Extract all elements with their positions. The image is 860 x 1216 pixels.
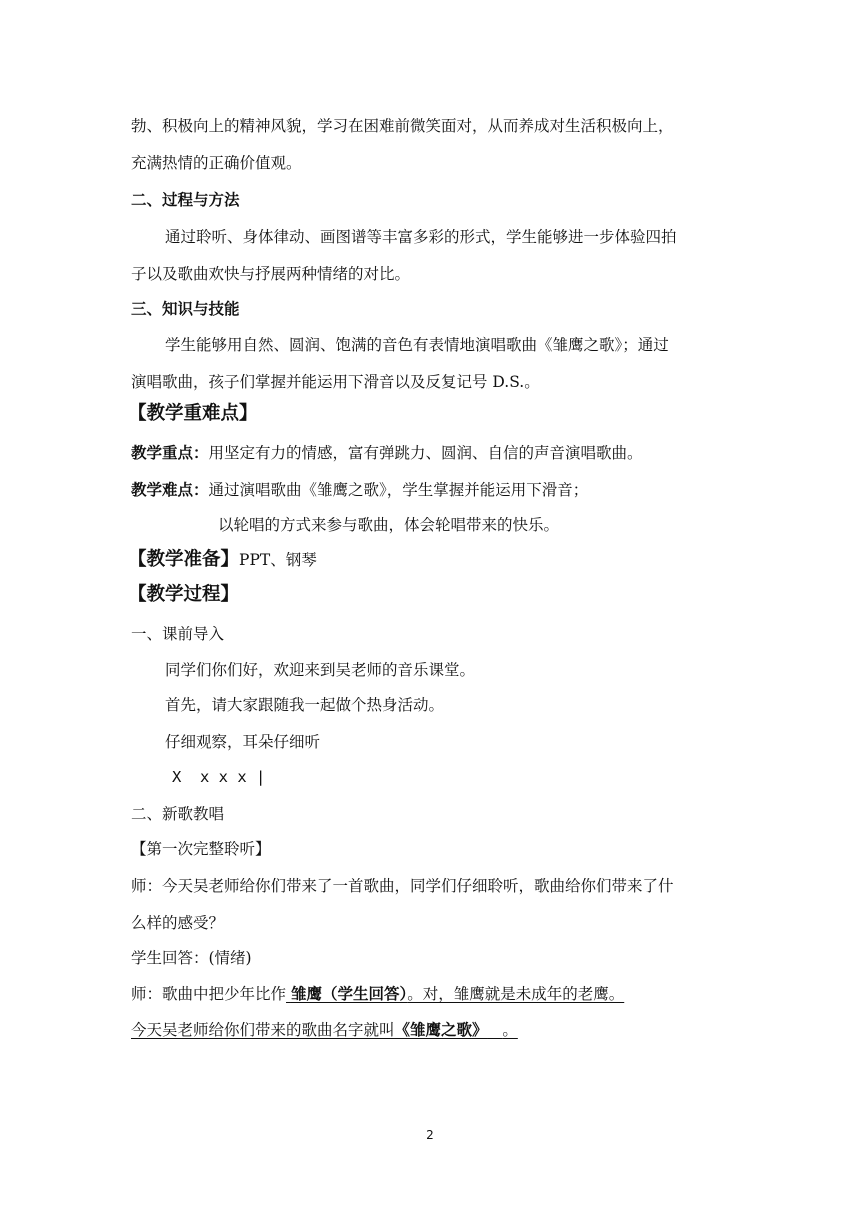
- difficulty-text-2: 以轮唱的方式来参与歌曲，体会轮唱带来的快乐。: [218, 516, 560, 534]
- subsection-subtitle: 【第一次完整聆听】: [131, 840, 271, 858]
- difficulty-line: [131, 480, 588, 500]
- preparation-heading: 【教学准备】: [128, 549, 240, 570]
- underlined-answer: [286, 985, 624, 1003]
- focus-line: [131, 443, 643, 463]
- body-text: 同学们你们好，欢迎来到吴老师的音乐课堂。: [165, 661, 476, 679]
- difficulty-text: 通过演唱歌曲《雏鹰之歌》，学生掌握并能运用下滑音；: [208, 481, 589, 499]
- body-text: 演唱歌曲，孩子们掌握并能运用下滑音以及反复记号 D.S.。: [131, 373, 540, 391]
- teacher-line: [131, 984, 624, 1004]
- key-points-heading: 【教学重难点】: [128, 403, 258, 424]
- focus-label: 教学重点：: [131, 444, 209, 462]
- answer-bold: 雏鹰（学生回答）: [290, 985, 408, 1003]
- section-heading-process: 二、过程与方法: [131, 191, 240, 209]
- teacher-text: 师：歌曲中把少年比作: [131, 985, 287, 1003]
- process-heading: 【教学过程】: [128, 584, 240, 605]
- body-text: 通过聆听、身体律动、画图谱等丰富多彩的形式，学生能够进一步体验四拍: [165, 228, 677, 246]
- song-title: 《雏鹰之歌》: [394, 1021, 488, 1039]
- section-heading-knowledge: 三、知识与技能: [131, 300, 240, 318]
- song-prefix: 今天吴老师给你们带来的歌曲名字就叫: [131, 1021, 395, 1039]
- focus-text: 用坚定有力的情感，富有弹跳力、圆润、自信的声音演唱歌曲。: [208, 444, 643, 462]
- body-text: 首先，请大家跟随我一起做个热身活动。: [165, 696, 445, 714]
- body-text: 学生回答：(情绪): [131, 949, 252, 967]
- body-text: 么样的感受？: [131, 914, 225, 932]
- subsection-title: 一、课前导入: [131, 625, 225, 643]
- preparation-text: PPT、钢琴: [239, 551, 317, 569]
- difficulty-label: 教学难点：: [131, 481, 209, 499]
- answer-rest: 。对，雏鹰就是未成年的老鹰。: [407, 985, 625, 1003]
- body-text: 充满热情的正确价值观。: [131, 154, 302, 172]
- rhythm-notation: X x x x |: [172, 768, 266, 786]
- body-text: 仔细观察，耳朵仔细听: [165, 733, 321, 751]
- body-text: 子以及歌曲欢快与抒展两种情绪的对比。: [131, 265, 411, 283]
- page-number: 2: [426, 1128, 434, 1142]
- song-end: 。: [502, 1021, 518, 1039]
- song-title-line: [131, 1020, 518, 1040]
- body-text: 师：今天吴老师给你们带来了一首歌曲，同学们仔细聆听，歌曲给你们带来了什: [131, 877, 674, 895]
- preparation-line: [128, 550, 317, 570]
- subsection-title: 二、新歌教唱: [131, 805, 225, 823]
- body-text: 勃、积极向上的精神风貌，学习在困难前微笑面对，从而养成对生活积极向上，: [131, 117, 674, 135]
- body-text: 学生能够用自然、圆润、饱满的音色有表情地演唱歌曲《雏鹰之歌》；通过: [165, 336, 669, 354]
